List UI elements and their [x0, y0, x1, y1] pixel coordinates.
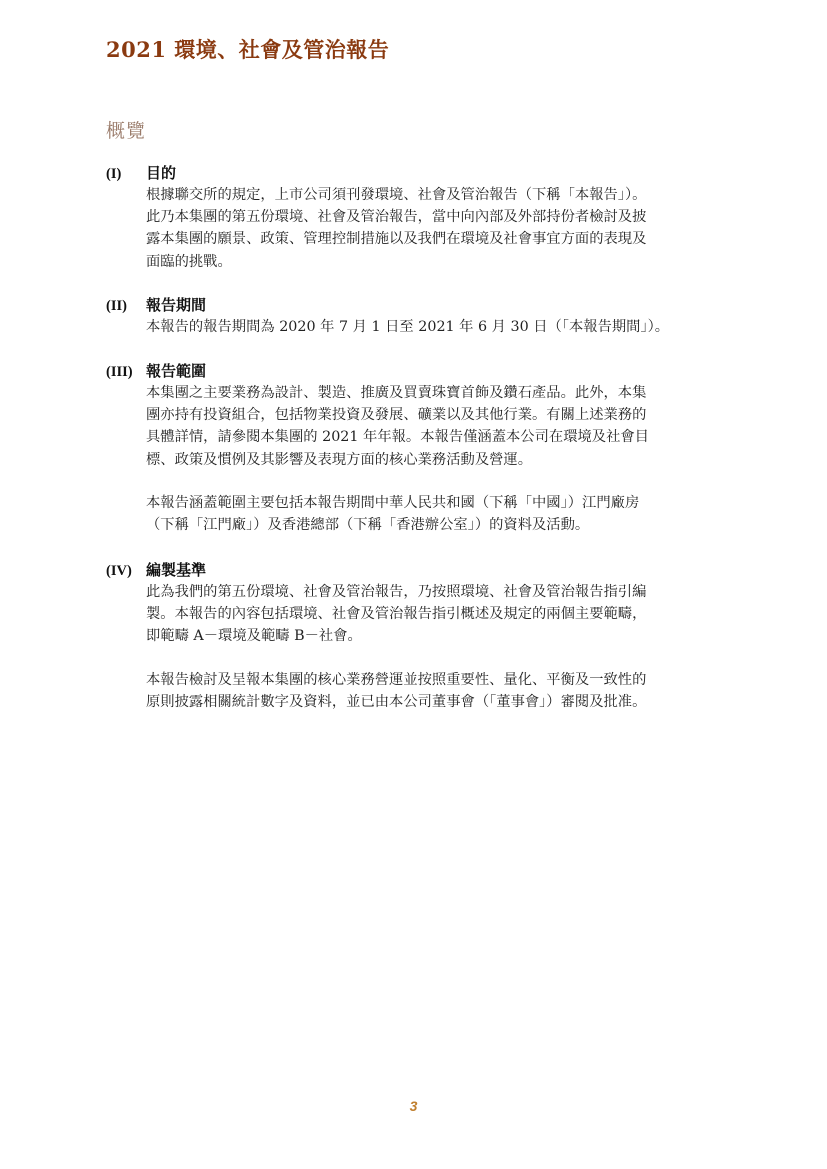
paragraph-line: 具體詳情，請參閱本集團的 2021 年年報。本報告僅涵蓋本公司在環境及社會目: [146, 429, 649, 446]
paragraph-line: 此乃本集團的第五份環境、社會及管治報告，當中向內部及外部持份者檢討及披: [146, 209, 647, 226]
item-number: (II): [106, 298, 127, 314]
paragraph: [146, 316, 726, 338]
page-number: 3: [409, 1098, 418, 1114]
item-number: (III): [106, 364, 133, 380]
paragraph: [146, 492, 726, 536]
item-title: 編製基準: [146, 561, 207, 579]
paragraph-line: （下稱「江門廠」）及香港總部（下稱「香港辦公室」）的資料及活動。: [146, 516, 590, 533]
item-basis-of-preparation: [106, 559, 726, 713]
paragraph: [146, 382, 726, 471]
paragraph-line: 標、政策及慣例及其影響及表現方面的核心業務活動及營運。: [146, 451, 533, 468]
paragraph: [146, 581, 726, 648]
item-number: (IV): [106, 563, 132, 579]
paragraph-line: 本報告的報告期間為 2020 年 7 月 1 日至 2021 年 6 月 30 日（「本報告期間」）。: [146, 319, 670, 335]
paragraph-line: 面臨的挑戰。: [146, 253, 232, 270]
item-title: 目的: [146, 164, 177, 182]
item-reporting-period: [106, 294, 726, 338]
paragraph-line: 本報告涵蓋範圍主要包括本報告期間中華人民共和國（下稱「中國」）江門廠房: [146, 494, 640, 511]
item-number: (I): [106, 166, 122, 182]
item-heading: [106, 162, 726, 184]
paragraph-line: 製。本報告的內容包括環境、社會及管治報告指引概述及規定的兩個主要範疇，: [146, 606, 647, 623]
paragraph-line: 本報告檢討及呈報本集團的核心業務營運並按照重要性、量化、平衡及一致性的: [146, 671, 647, 688]
paragraph: [146, 669, 726, 713]
paragraph-line: 根據聯交所的規定，上市公司須刊發環境、社會及管治報告（下稱「本報告」）。: [146, 187, 647, 203]
item-reporting-scope: [106, 360, 726, 536]
header-title: 2021 環境、社會及管治報告: [106, 37, 390, 62]
paragraph-line: 此為我們的第五份環境、社會及管治報告，乃按照環境、社會及管治報告指引編: [146, 584, 647, 600]
item-title: 報告期間: [146, 296, 207, 314]
item-title: 報告範圍: [146, 362, 207, 380]
paragraph-line: 原則披露相關統計數字及資料，並已由本公司董事會（「董事會」）審閱及批准。: [146, 693, 647, 710]
paragraph-line: 本集團之主要業務為設計、製造、推廣及買賣珠寶首飾及鑽石產品。此外，本集: [146, 385, 647, 401]
item-heading: [106, 294, 726, 316]
item-heading: [106, 559, 726, 581]
paragraph-line: 即範疇 A－環境及範疇 B－社會。: [146, 628, 362, 645]
paragraph: [146, 184, 726, 273]
paragraph-line: 團亦持有投資組合，包括物業投資及發展、礦業以及其他行業。有關上述業務的: [146, 407, 647, 424]
paragraph-line: 露本集團的願景、政策、管理控制措施以及我們在環境及社會事宜方面的表現及: [146, 231, 647, 248]
item-heading: [106, 360, 726, 382]
item-purpose: [106, 162, 726, 273]
section-heading: 概覽: [106, 120, 147, 142]
